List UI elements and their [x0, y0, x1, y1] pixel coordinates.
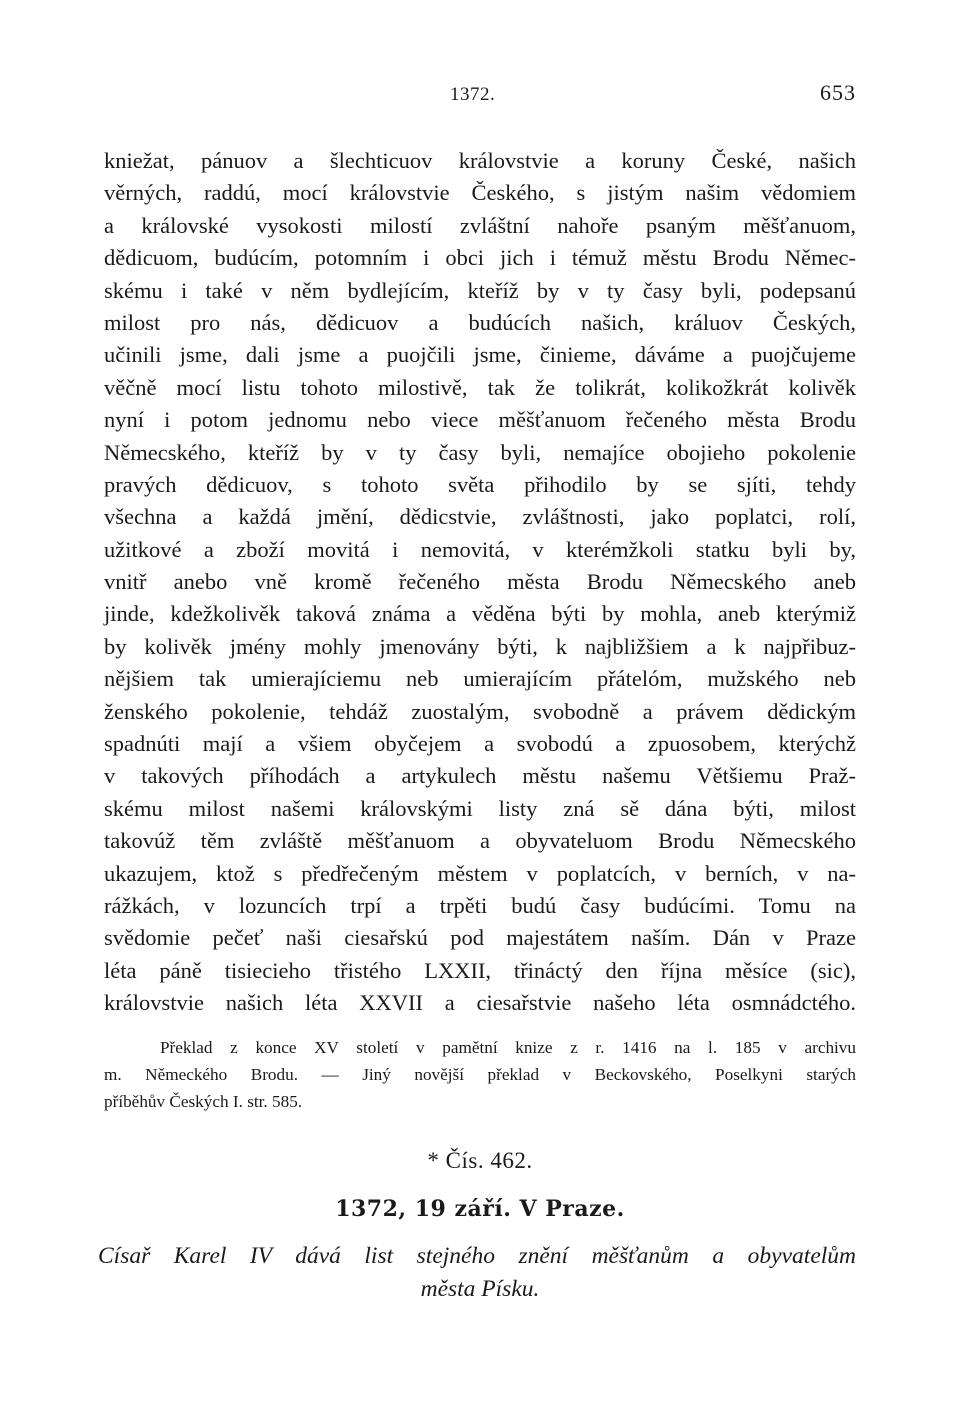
- text-line: takovúž těm zvláště měšťanuom a obyvateluom Brodu Němecského: [104, 828, 856, 854]
- text-line: Němecského, kteříž by v ty časy byli, nemajíce obojieho pokolenie: [104, 439, 856, 465]
- text-line: nyní i potom jednomu nebo viece měšťanuom řečeného města Brodu: [104, 407, 856, 433]
- running-head: [104, 80, 856, 116]
- text-line: učinili jsme, dali jsme a puojčili jsme, činieme, dáváme a puojčujeme: [104, 342, 856, 368]
- document-summary: [98, 1240, 856, 1306]
- text-line: věčně mocí listu tohoto milostivě, tak že tolikrát, kolikožkrát kolivěk: [104, 374, 856, 400]
- document-date-place: 1372, 19 září. V Praze.: [335, 1195, 625, 1222]
- running-head-year: 1372.: [450, 84, 496, 105]
- text-line: vnitř anebo vně kromě řečeného města Brodu Němecského aneb: [104, 569, 856, 595]
- page-number: 653: [820, 80, 856, 105]
- summary-line: Císař Karel IV dává list stejného znění měšťanům a obyvatelům: [98, 1242, 856, 1269]
- text-line: svědomie pečeť naši ciesařskú pod majestátem naším. Dán v Praze: [104, 925, 856, 951]
- text-line: v takových příhodách a artykulech městu našemu Většiemu Praž-: [104, 763, 856, 789]
- text-line: skému i také v něm bydlejícím, kteříž by v ty časy byli, podepsanú: [104, 277, 856, 303]
- text-line: nějšiem tak umierajíciemu neb umierajícím přátelóm, mužského neb: [104, 666, 856, 692]
- note-line: příběhův Českých I. str. 585.: [104, 1091, 303, 1111]
- document-number: * Čís. 462.: [427, 1147, 533, 1173]
- text-line: milost pro nás, dědicuov a budúcích našich, králuov Českých,: [104, 309, 856, 335]
- text-line: všechna a každá jmění, dědicstvie, zvláštnosti, jako poplatci, rolí,: [104, 504, 856, 530]
- note-line: Překlad z konce XV století v pamětní knize z r. 1416 na l. 185 v archivu: [160, 1037, 856, 1057]
- text-line: královstvie našich léta XXVII a ciesařstvie našeho léta osmnádctého.: [104, 990, 856, 1016]
- text-line: spadnúti mají a všiem obyčejem a svobodú a zpuosobem, kterýchž: [104, 731, 856, 757]
- page: [98, 80, 856, 1306]
- text-line: kniežat, pánuov a šlechticuov královstvie a koruny České, našich: [104, 148, 856, 173]
- text-line: ukazujem, ktož s předřečeným městem v poplatcích, v berních, v na-: [104, 860, 856, 886]
- text-line: ženského pokolenie, tehdáž zuostalým, svobodně a právem dědickým: [104, 698, 856, 724]
- text-line: rážkách, v lozuncích trpí a trpěti budú časy budúcími. Tomu na: [104, 892, 856, 918]
- text-line: skému milost našemi královskými listy zná sě dána býti, milost: [104, 795, 856, 821]
- text-line: věrných, raddú, mocí královstvie Českého, s jistým našim vědomiem: [104, 180, 856, 206]
- source-note: [104, 1034, 856, 1115]
- body-text: [104, 145, 856, 1020]
- text-line: léta páně tisiecieho třistého LXXII, třináctý den října měsíce (sic),: [104, 957, 856, 983]
- text-line: dědicuom, budúcím, potomním i obci jich i témuž městu Brodu Němec-: [104, 245, 856, 271]
- note-line: m. Německého Brodu. — Jiný novější překlad v Beckovského, Poselkyni starých: [104, 1064, 856, 1084]
- text-line: by kolivěk jmény mohly jmenovány býti, k najbližšiem a k najpřibuz-: [104, 633, 856, 659]
- summary-line: města Písku.: [420, 1275, 540, 1302]
- text-line: a královské vysokosti milostí zvláštní nahoře psaným měšťanuom,: [104, 212, 856, 238]
- text-line: užitkové a zboží movitá i nemovitá, v kterémžkoli statku byli by,: [104, 536, 856, 562]
- text-line: jinde, kdežkolivěk taková známa a věděna býti by mohla, aneb kterýmiž: [104, 601, 856, 627]
- text-line: pravých dědicuov, s tohoto světa přihodilo by se sjíti, tehdy: [104, 471, 856, 497]
